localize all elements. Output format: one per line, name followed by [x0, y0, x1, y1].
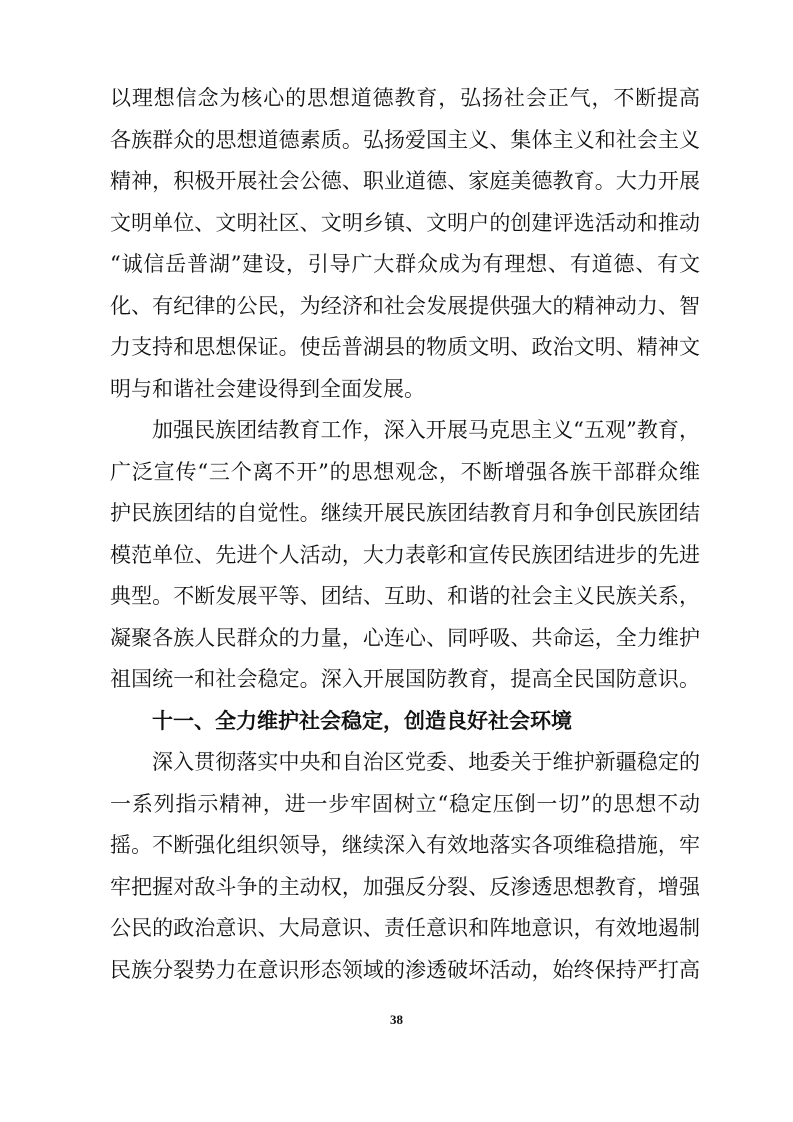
paragraph-1-line-6: 化、有纪律的公民，为经济和社会发展提供强大的精神动力、智	[110, 293, 700, 318]
paragraph-3-line-3: 摇。不断强化组织领导，继续深入有效地落实各项维稳措施，牢	[110, 833, 700, 857]
paragraph-3-line-4: 牢把握对敌斗争的主动权，加强反分裂、反渗透思想教育，增强	[110, 874, 700, 899]
paragraph-2-line-7: 祖国统一和社会稳定。深入开展国防教育，提高全民国防意识。	[110, 667, 700, 691]
paragraph-2-line-5: 典型。不断发展平等、团结、互助、和谐的社会主义民族关系，	[110, 584, 700, 608]
paragraph-3-line-1: 深入贯彻落实中央和自治区党委、地委关于维护新疆稳定的	[152, 750, 700, 774]
page-number: 38	[390, 1012, 403, 1027]
paragraph-3-line-6: 民族分裂势力在意识形态领域的渗透破坏活动，始终保持严打高	[110, 957, 700, 982]
paragraph-2-line-1: 加强民族团结教育工作，深入开展马克思主义“五观”教育，	[152, 418, 700, 442]
paragraph-3-line-5: 公民的政治意识、大局意识、责任意识和阵地意识，有效地遏制	[110, 916, 700, 940]
paragraph-1-line-3: 精神，积极开展社会公德、职业道德、家庭美德教育。大力开展	[110, 169, 700, 193]
paragraph-1-line-4: 文明单位、文明社区、文明乡镇、文明户的创建评选活动和推动	[110, 210, 700, 235]
paragraph-1-line-8: 明与和谐社会建设得到全面发展。	[110, 376, 425, 401]
paragraph-1-line-5: “诚信岳普湖”建设，引导广大群众成为有理想、有道德、有文	[110, 252, 700, 276]
paragraph-1-line-1: 以理想信念为核心的思想道德教育，弘扬社会正气，不断提高	[110, 86, 700, 110]
paragraph-1-line-7: 力支持和思想保证。使岳普湖县的物质文明、政治文明、精神文	[110, 335, 700, 359]
paragraph-2-line-2: 广泛宣传“三个离不开”的思想观念，不断增强各族干部群众维	[110, 459, 700, 484]
paragraph-2-line-4: 模范单位、先进个人活动，大力表彰和宣传民族团结进步的先进	[110, 542, 700, 567]
paragraph-1-line-2: 各族群众的思想道德素质。弘扬爱国主义、集体主义和社会主义	[110, 127, 700, 152]
paragraph-2-line-3: 护民族团结的自觉性。继续开展民族团结教育月和争创民族团结	[110, 501, 700, 525]
section-heading: 十一、全力维护社会稳定，创造良好社会环境	[152, 708, 572, 733]
paragraph-3-line-2: 一系列指示精神，进一步牢固树立“稳定压倒一切”的思想不动	[110, 791, 700, 816]
paragraph-2-line-6: 凝聚各族人民群众的力量，心连心、同呼吸、共命运，全力维护	[110, 625, 700, 650]
